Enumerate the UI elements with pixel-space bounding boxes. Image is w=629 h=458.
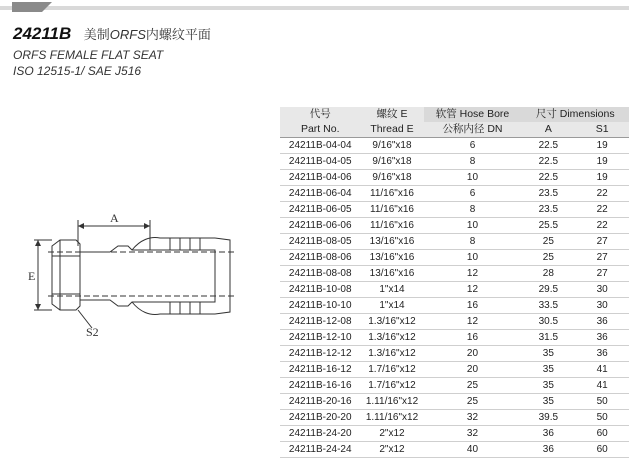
table-row	[280, 394, 629, 410]
cell-hose-bore: 8	[424, 154, 522, 170]
cell-thread: 1"x14	[360, 282, 423, 298]
cell-thread: 1.11/16"x12	[360, 394, 423, 410]
cell-hose-bore: 8	[424, 234, 522, 250]
cell-thread: 1.3/16"x12	[360, 346, 423, 362]
banner-stripe	[0, 6, 629, 10]
product-standard: ISO 12515-1/ SAE J516	[13, 64, 142, 78]
cell-hose-bore: 10	[424, 170, 522, 186]
cell-hose-bore: 16	[424, 330, 522, 346]
table-row	[280, 410, 629, 426]
cell-dim-s1: 27	[575, 234, 629, 250]
cell-thread: 1.3/16"x12	[360, 314, 423, 330]
table-row	[280, 378, 629, 394]
cell-thread: 1.11/16"x12	[360, 410, 423, 426]
cell-thread: 11/16"x16	[360, 202, 423, 218]
cell-dim-a: 35	[521, 362, 575, 378]
cell-hose-bore: 40	[424, 442, 522, 458]
cell-part-no: 24211B-08-06	[280, 250, 360, 266]
table-row	[280, 186, 629, 202]
table-row	[280, 234, 629, 250]
table-row	[280, 442, 629, 458]
cell-dim-a: 22.5	[521, 138, 575, 154]
table-row	[280, 346, 629, 362]
cell-dim-a: 30.5	[521, 314, 575, 330]
cell-hose-bore: 20	[424, 362, 522, 378]
cell-part-no: 24211B-06-05	[280, 202, 360, 218]
cell-hose-bore: 6	[424, 186, 522, 202]
header-bore-cn: 公称内径 DN	[424, 122, 522, 138]
table-row	[280, 298, 629, 314]
header-part-cn: 代号	[280, 107, 360, 122]
cell-part-no: 24211B-24-20	[280, 426, 360, 442]
cell-dim-a: 25.5	[521, 218, 575, 234]
cell-dim-s1: 36	[575, 314, 629, 330]
cell-dim-s1: 30	[575, 282, 629, 298]
cell-dim-a: 22.5	[521, 170, 575, 186]
cell-dim-a: 25	[521, 250, 575, 266]
cell-dim-s1: 27	[575, 266, 629, 282]
table-row	[280, 282, 629, 298]
cell-hose-bore: 16	[424, 298, 522, 314]
header-bore-en: 软管 Hose Bore	[424, 107, 522, 122]
cell-part-no: 24211B-20-16	[280, 394, 360, 410]
cell-part-no: 24211B-12-10	[280, 330, 360, 346]
cell-hose-bore: 10	[424, 250, 522, 266]
cell-dim-a: 31.5	[521, 330, 575, 346]
cell-dim-s1: 36	[575, 346, 629, 362]
cell-dim-a: 28	[521, 266, 575, 282]
header-part-en: Part No.	[280, 122, 360, 138]
cell-thread: 11/16"x16	[360, 218, 423, 234]
table-row	[280, 250, 629, 266]
table-row	[280, 426, 629, 442]
header-col-a: A	[521, 122, 575, 138]
cell-hose-bore: 8	[424, 202, 522, 218]
cell-dim-s1: 22	[575, 218, 629, 234]
cell-hose-bore: 6	[424, 138, 522, 154]
cell-part-no: 24211B-10-08	[280, 282, 360, 298]
header-thread-en: Thread E	[360, 122, 423, 138]
cell-hose-bore: 10	[424, 218, 522, 234]
cell-thread: 11/16"x16	[360, 186, 423, 202]
name-cn-suffix: 内螺纹平面	[145, 27, 211, 42]
banner-tab	[12, 2, 52, 12]
cell-part-no: 24211B-12-08	[280, 314, 360, 330]
cell-hose-bore: 25	[424, 378, 522, 394]
cell-hose-bore: 12	[424, 282, 522, 298]
table-row	[280, 154, 629, 170]
spec-table	[280, 107, 629, 458]
cell-thread: 1"x14	[360, 298, 423, 314]
cell-part-no: 24211B-20-20	[280, 410, 360, 426]
table-row	[280, 314, 629, 330]
cell-hose-bore: 32	[424, 410, 522, 426]
hex-nut	[52, 240, 80, 310]
cell-dim-s1: 50	[575, 394, 629, 410]
cell-dim-a: 35	[521, 378, 575, 394]
cell-dim-a: 35	[521, 346, 575, 362]
cell-part-no: 24211B-16-12	[280, 362, 360, 378]
cell-hose-bore: 25	[424, 394, 522, 410]
cell-part-no: 24211B-16-16	[280, 378, 360, 394]
cell-dim-a: 23.5	[521, 202, 575, 218]
cell-dim-s1: 22	[575, 202, 629, 218]
cell-dim-a: 36	[521, 442, 575, 458]
cell-dim-a: 29.5	[521, 282, 575, 298]
cell-part-no: 24211B-04-04	[280, 138, 360, 154]
top-banner	[0, 0, 629, 14]
cell-dim-s1: 36	[575, 330, 629, 346]
table-row	[280, 266, 629, 282]
cell-dim-s1: 60	[575, 442, 629, 458]
cell-dim-s1: 41	[575, 362, 629, 378]
table-row	[280, 330, 629, 346]
cell-part-no: 24211B-04-05	[280, 154, 360, 170]
cell-dim-s1: 50	[575, 410, 629, 426]
cell-thread: 9/16"x18	[360, 154, 423, 170]
cell-dim-a: 25	[521, 234, 575, 250]
name-cn-orfs: ORFS	[109, 27, 146, 42]
cell-dim-a: 33.5	[521, 298, 575, 314]
cell-dim-a: 23.5	[521, 186, 575, 202]
cell-thread: 9/16"x18	[360, 170, 423, 186]
cell-thread: 13/16"x16	[360, 234, 423, 250]
label-e: E	[28, 269, 36, 283]
header-col-s1: S1	[575, 122, 629, 138]
cell-part-no: 24211B-06-06	[280, 218, 360, 234]
cell-hose-bore: 20	[424, 346, 522, 362]
table-row	[280, 218, 629, 234]
cell-thread: 2"x12	[360, 442, 423, 458]
cell-part-no: 24211B-08-05	[280, 234, 360, 250]
cell-hose-bore: 32	[424, 426, 522, 442]
table-row	[280, 362, 629, 378]
cell-dim-s1: 60	[575, 426, 629, 442]
cell-thread: 9/16"x18	[360, 138, 423, 154]
cell-thread: 13/16"x16	[360, 250, 423, 266]
cell-thread: 13/16"x16	[360, 266, 423, 282]
fitting-body	[80, 246, 215, 306]
cell-thread: 1.7/16"x12	[360, 362, 423, 378]
header-dimensions: 尺寸 Dimensions	[521, 107, 629, 122]
name-cn-prefix: 美制	[83, 27, 110, 42]
cell-part-no: 24211B-08-08	[280, 266, 360, 282]
cell-hose-bore: 12	[424, 314, 522, 330]
cell-dim-a: 22.5	[521, 154, 575, 170]
product-code: 24211B	[13, 24, 72, 43]
product-subtitle: ORFS FEMALE FLAT SEAT	[13, 48, 164, 62]
cell-part-no: 24211B-24-24	[280, 442, 360, 458]
cell-dim-s1: 27	[575, 250, 629, 266]
header-thread-cn: 螺纹 E	[360, 107, 423, 122]
cell-hose-bore: 12	[424, 266, 522, 282]
cell-thread: 2"x12	[360, 426, 423, 442]
product-name-cn	[84, 27, 211, 42]
cell-dim-s1: 22	[575, 186, 629, 202]
label-a: A	[110, 211, 119, 225]
spec-table-body	[280, 138, 629, 458]
cell-thread: 1.7/16"x12	[360, 378, 423, 394]
cell-dim-a: 36	[521, 426, 575, 442]
cell-dim-a: 35	[521, 394, 575, 410]
table-row	[280, 170, 629, 186]
cell-thread: 1.3/16"x12	[360, 330, 423, 346]
label-s2: S2	[86, 325, 99, 339]
cell-dim-s1: 19	[575, 170, 629, 186]
cell-dim-a: 39.5	[521, 410, 575, 426]
table-row	[280, 202, 629, 218]
fitting-drawing	[20, 210, 250, 345]
cell-dim-s1: 41	[575, 378, 629, 394]
cell-part-no: 24211B-12-12	[280, 346, 360, 362]
cell-dim-s1: 19	[575, 154, 629, 170]
product-title	[13, 24, 211, 44]
cell-dim-s1: 30	[575, 298, 629, 314]
cell-part-no: 24211B-04-06	[280, 170, 360, 186]
table-row	[280, 138, 629, 154]
cell-part-no: 24211B-06-04	[280, 186, 360, 202]
cell-part-no: 24211B-10-10	[280, 298, 360, 314]
cell-dim-s1: 19	[575, 138, 629, 154]
